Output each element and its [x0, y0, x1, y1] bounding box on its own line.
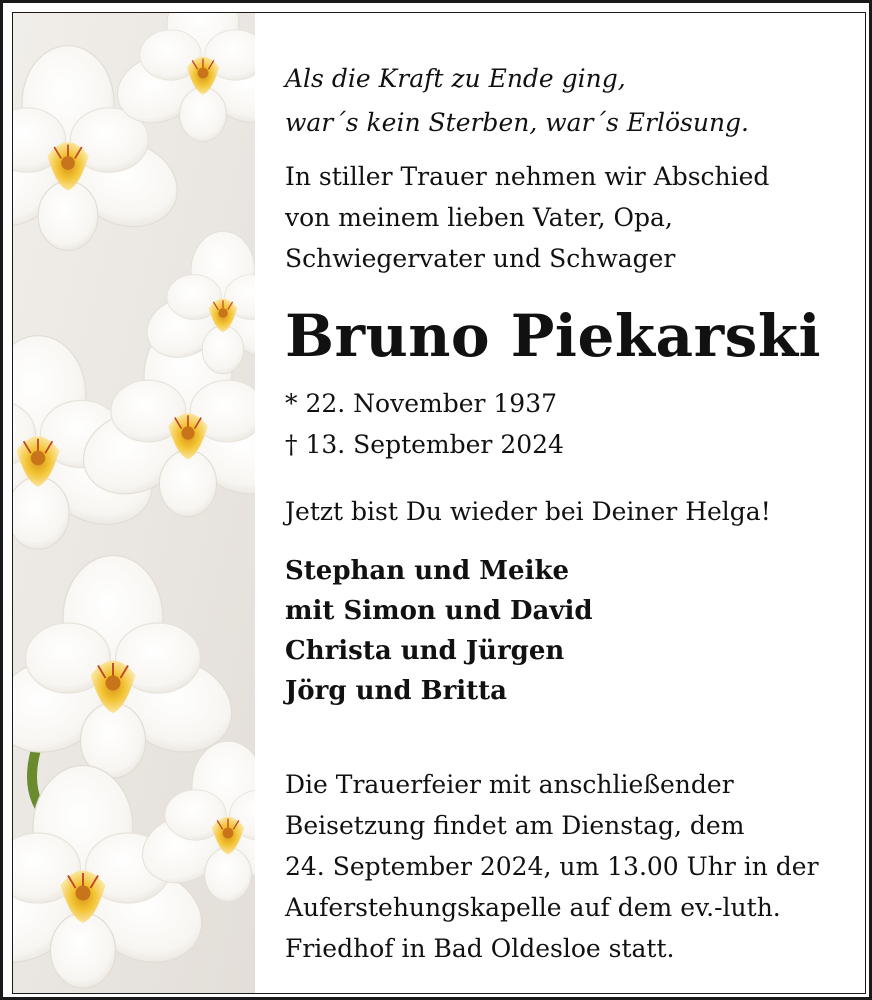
service-line: Die Trauerfeier mit anschließender: [285, 770, 734, 799]
death-date: † 13. September 2024: [285, 430, 564, 459]
motto: [285, 57, 749, 145]
family-line: Christa und Jürgen: [285, 636, 565, 666]
service-info: [285, 764, 819, 969]
family-line: mit Simon und David: [285, 596, 593, 626]
service-line: 24. September 2024, um 13.00 Uhr in der: [285, 852, 819, 881]
intro-line: Schwiegervater und Schwager: [285, 244, 676, 273]
intro-line: In stiller Trauer nehmen wir Abschied: [285, 162, 770, 191]
intro-line: von meinem lieben Vater, Opa,: [285, 203, 673, 232]
family-line: Stephan und Meike: [285, 556, 570, 586]
life-dates: [285, 383, 564, 465]
birth-date: * 22. November 1937: [285, 389, 558, 418]
obituary-inner-frame: [12, 12, 866, 994]
motto-line: war´s kein Sterben, war´s Erlösung.: [285, 108, 749, 137]
service-line: Friedhof in Bad Oldesloe statt.: [285, 934, 675, 963]
service-line: Beisetzung findet am Dienstag, dem: [285, 811, 745, 840]
family-line: Jörg und Britta: [285, 676, 508, 706]
service-line: Auferstehungskapelle auf dem ev.-luth.: [285, 893, 781, 922]
deceased-name: Bruno Piekarski: [285, 302, 822, 370]
motto-line: Als die Kraft zu Ende ging,: [285, 64, 626, 93]
family-names: [285, 551, 593, 711]
orchid-photo: [13, 13, 255, 993]
farewell-quote: Jetzt bist Du wieder bei Deiner Helga!: [285, 497, 771, 526]
intro-text: [285, 156, 769, 279]
